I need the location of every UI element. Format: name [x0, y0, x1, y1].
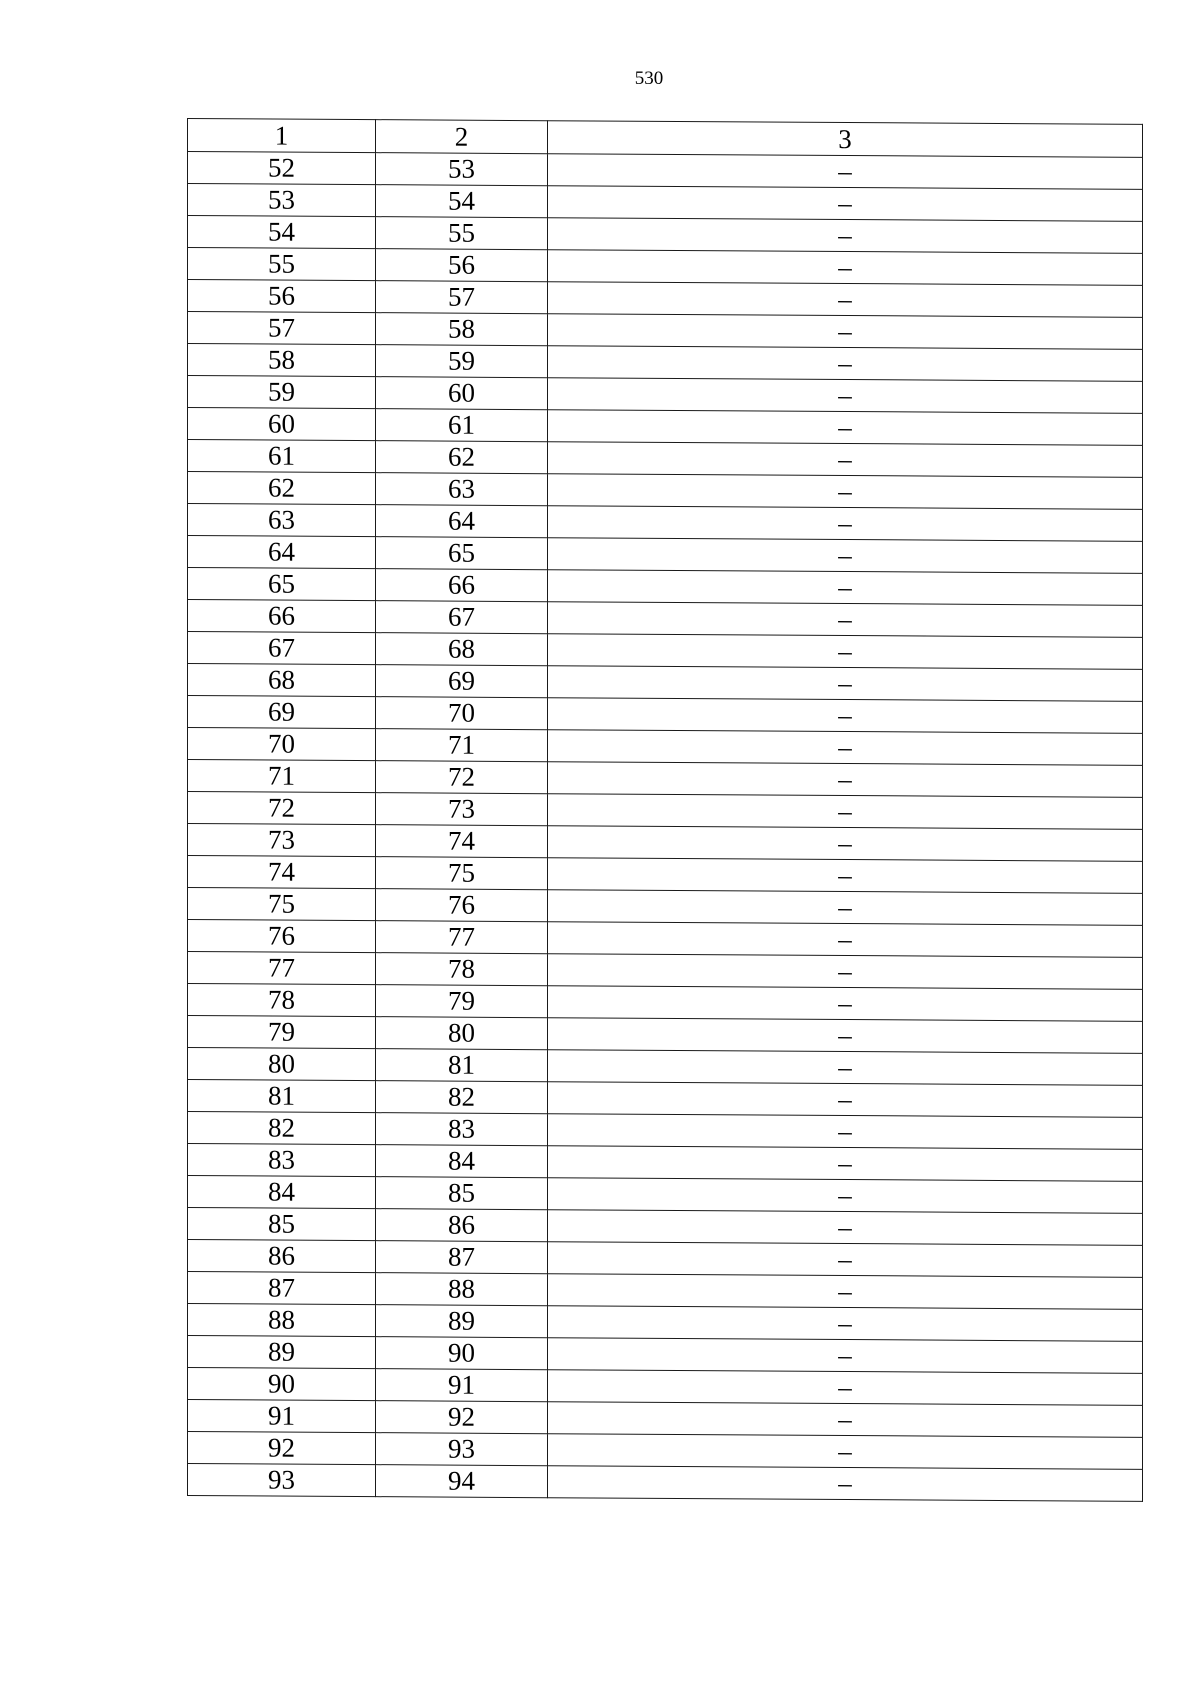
- table-cell-col-3: –: [548, 858, 1143, 894]
- table-cell-col-3: –: [548, 1338, 1143, 1374]
- table-cell-col-2: 55: [376, 217, 548, 250]
- table-cell-col-2: 70: [376, 697, 548, 730]
- table-container: [187, 118, 1142, 1502]
- table-cell-col-1: 53: [188, 184, 376, 217]
- table-cell-col-2: 88: [376, 1273, 548, 1306]
- table-cell-col-1: 52: [188, 152, 376, 185]
- table-cell-col-2: 60: [376, 377, 548, 410]
- table-cell-col-3: –: [548, 1114, 1143, 1150]
- table-cell-col-3: –: [548, 634, 1143, 670]
- table-cell-col-3: –: [548, 826, 1143, 862]
- table-cell-col-3: –: [548, 794, 1143, 830]
- table-cell-col-2: 84: [376, 1145, 548, 1178]
- table-cell-col-3: –: [548, 730, 1143, 766]
- table-cell-col-2: 68: [376, 633, 548, 666]
- table-cell-col-1: 85: [188, 1208, 376, 1241]
- table-cell-col-3: –: [548, 890, 1143, 926]
- table-cell-col-2: 93: [376, 1433, 548, 1466]
- table-body: [188, 152, 1143, 1502]
- table-cell-col-3: –: [548, 314, 1143, 350]
- table-cell-col-1: 70: [188, 728, 376, 761]
- table-cell-col-1: 63: [188, 504, 376, 537]
- table-cell-col-2: 59: [376, 345, 548, 378]
- table-cell-col-1: 67: [188, 632, 376, 665]
- table-cell-col-3: –: [548, 1082, 1143, 1118]
- table-cell-col-3: –: [548, 346, 1143, 382]
- table-cell-col-2: 63: [376, 473, 548, 506]
- table-cell-col-1: 88: [188, 1304, 376, 1337]
- table-cell-col-2: 86: [376, 1209, 548, 1242]
- table-cell-col-1: 90: [188, 1368, 376, 1401]
- table-cell-col-1: 92: [188, 1432, 376, 1465]
- table-cell-col-3: –: [548, 1370, 1143, 1406]
- table-cell-col-3: –: [548, 1146, 1143, 1182]
- table-cell-col-2: 64: [376, 505, 548, 538]
- column-header-3: 3: [548, 121, 1143, 158]
- table-cell-col-3: –: [548, 954, 1143, 990]
- table-cell-col-2: 82: [376, 1081, 548, 1114]
- table-cell-col-3: –: [548, 1402, 1143, 1438]
- table-cell-col-1: 61: [188, 440, 376, 473]
- table-cell-col-1: 89: [188, 1336, 376, 1369]
- table-cell-col-1: 78: [188, 984, 376, 1017]
- table-cell-col-1: 59: [188, 376, 376, 409]
- table-cell-col-1: 55: [188, 248, 376, 281]
- table-cell-col-1: 79: [188, 1016, 376, 1049]
- table-cell-col-1: 71: [188, 760, 376, 793]
- table-cell-col-3: –: [548, 1050, 1143, 1086]
- table-cell-col-2: 77: [376, 921, 548, 954]
- column-header-1: 1: [188, 119, 376, 153]
- table-cell-col-1: 93: [188, 1464, 376, 1497]
- table-cell-col-3: –: [548, 1466, 1143, 1502]
- table-cell-col-3: –: [548, 602, 1143, 638]
- table-cell-col-1: 54: [188, 216, 376, 249]
- table-cell-col-2: 67: [376, 601, 548, 634]
- table-cell-col-1: 69: [188, 696, 376, 729]
- table-cell-col-1: 74: [188, 856, 376, 889]
- table-cell-col-2: 62: [376, 441, 548, 474]
- table-cell-col-2: 79: [376, 985, 548, 1018]
- table-cell-col-2: 87: [376, 1241, 548, 1274]
- table-cell-col-3: –: [548, 410, 1143, 446]
- table-cell-col-3: –: [548, 538, 1143, 574]
- table-cell-col-2: 81: [376, 1049, 548, 1082]
- table-cell-col-2: 94: [376, 1465, 548, 1498]
- table-cell-col-2: 66: [376, 569, 548, 602]
- table-cell-col-2: 72: [376, 761, 548, 794]
- table-cell-col-1: 68: [188, 664, 376, 697]
- table-cell-col-2: 80: [376, 1017, 548, 1050]
- table-cell-col-1: 66: [188, 600, 376, 633]
- table-cell-col-2: 92: [376, 1401, 548, 1434]
- table-cell-col-3: –: [548, 1178, 1143, 1214]
- table-cell-col-1: 91: [188, 1400, 376, 1433]
- table-cell-col-2: 75: [376, 857, 548, 890]
- table-cell-col-2: 83: [376, 1113, 548, 1146]
- table-cell-col-3: –: [548, 1018, 1143, 1054]
- table-cell-col-1: 73: [188, 824, 376, 857]
- table-cell-col-3: –: [548, 1306, 1143, 1342]
- table-cell-col-3: –: [548, 986, 1143, 1022]
- table-cell-col-3: –: [548, 282, 1143, 318]
- table-cell-col-3: –: [548, 922, 1143, 958]
- table-cell-col-2: 53: [376, 153, 548, 186]
- table-cell-col-3: –: [548, 186, 1143, 222]
- table-cell-col-1: 75: [188, 888, 376, 921]
- table-cell-col-1: 72: [188, 792, 376, 825]
- table-cell-col-2: 85: [376, 1177, 548, 1210]
- table-cell-col-3: –: [548, 570, 1143, 606]
- table-cell-col-2: 73: [376, 793, 548, 826]
- table-cell-col-3: –: [548, 218, 1143, 254]
- table-cell-col-3: –: [548, 762, 1143, 798]
- table-cell-col-2: 91: [376, 1369, 548, 1402]
- table-cell-col-3: –: [548, 1210, 1143, 1246]
- table-cell-col-2: 69: [376, 665, 548, 698]
- table-cell-col-1: 83: [188, 1144, 376, 1177]
- table-cell-col-3: –: [548, 1242, 1143, 1278]
- table-cell-col-2: 90: [376, 1337, 548, 1370]
- table-cell-col-3: –: [548, 378, 1143, 414]
- table-cell-col-3: –: [548, 1274, 1143, 1310]
- table-cell-col-2: 58: [376, 313, 548, 346]
- table-cell-col-2: 57: [376, 281, 548, 314]
- column-header-2: 2: [376, 120, 548, 154]
- table-cell-col-1: 62: [188, 472, 376, 505]
- table-cell-col-1: 80: [188, 1048, 376, 1081]
- table-cell-col-2: 71: [376, 729, 548, 762]
- table-cell-col-1: 58: [188, 344, 376, 377]
- table-cell-col-3: –: [548, 474, 1143, 510]
- table-row: [188, 1464, 1143, 1502]
- table-cell-col-1: 84: [188, 1176, 376, 1209]
- table-cell-col-1: 65: [188, 568, 376, 601]
- table-cell-col-1: 87: [188, 1272, 376, 1305]
- table-cell-col-3: –: [548, 666, 1143, 702]
- table-cell-col-3: –: [548, 506, 1143, 542]
- table-cell-col-2: 56: [376, 249, 548, 282]
- table-cell-col-2: 65: [376, 537, 548, 570]
- table-cell-col-3: –: [548, 250, 1143, 286]
- table-cell-col-3: –: [548, 154, 1143, 190]
- table-cell-col-1: 81: [188, 1080, 376, 1113]
- table-cell-col-1: 76: [188, 920, 376, 953]
- table-cell-col-1: 56: [188, 280, 376, 313]
- table-cell-col-2: 78: [376, 953, 548, 986]
- table-cell-col-3: –: [548, 442, 1143, 478]
- table-cell-col-2: 89: [376, 1305, 548, 1338]
- table-cell-col-1: 86: [188, 1240, 376, 1273]
- table-cell-col-1: 60: [188, 408, 376, 441]
- page-number: 530: [634, 68, 664, 89]
- data-table: [187, 118, 1143, 1502]
- table-cell-col-1: 82: [188, 1112, 376, 1145]
- table-cell-col-1: 64: [188, 536, 376, 569]
- table-cell-col-2: 61: [376, 409, 548, 442]
- table-cell-col-1: 57: [188, 312, 376, 345]
- table-cell-col-3: –: [548, 698, 1143, 734]
- table-cell-col-2: 76: [376, 889, 548, 922]
- table-cell-col-2: 54: [376, 185, 548, 218]
- table-cell-col-3: –: [548, 1434, 1143, 1470]
- table-cell-col-2: 74: [376, 825, 548, 858]
- table-cell-col-1: 77: [188, 952, 376, 985]
